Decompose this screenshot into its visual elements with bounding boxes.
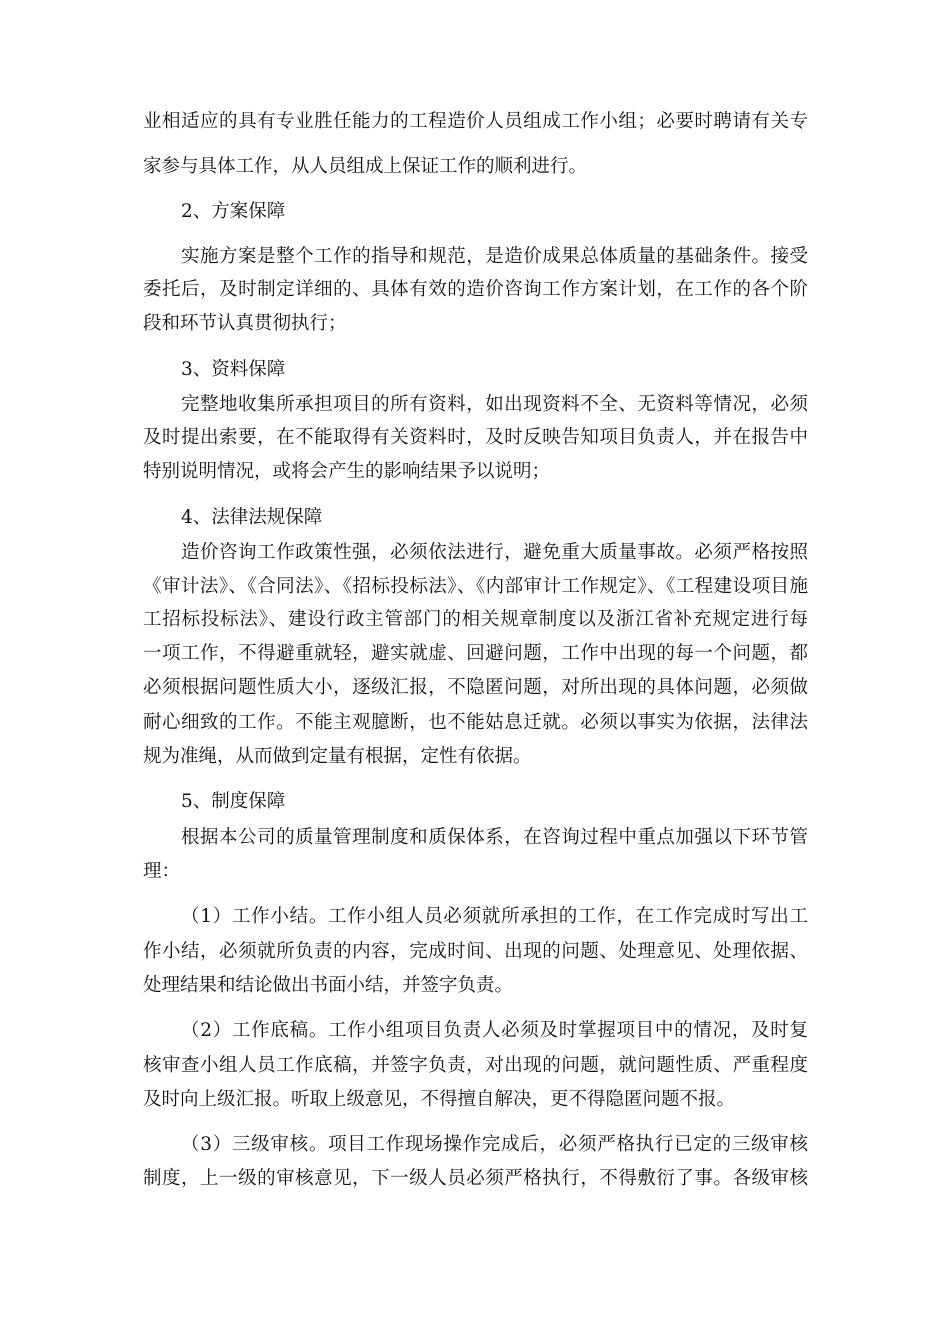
paragraph-line: 《审计法》、《合同法》、《招标投标法》、《内部审计工作规定》、《工程建设项目施: [143, 576, 808, 597]
paragraph-line: 根据本公司的质量管理制度和质保体系，在咨询过程中重点加强以下环节管: [181, 827, 808, 848]
paragraph-line: 一项工作，不得避重就轻，避实就虚、回避问题，工作中出现的每一个问题，都: [143, 643, 808, 664]
paragraph-line: 业相适应的具有专业胜任能力的工程造价人员组成工作小组；必要时聘请有关专: [143, 111, 808, 132]
paragraph-line: 规为准绳，从而做到定量有根据，定性有依据。: [143, 746, 532, 767]
paragraph-line: 特别说明情况，或将会产生的影响结果予以说明；: [143, 461, 551, 482]
paragraph-line: 理：: [143, 861, 181, 882]
paragraph-line: 及时向上级汇报。听取上级意见，不得擅自解决，更不得隐匿问题不报。: [143, 1089, 736, 1110]
paragraph-line: 家参与具体工作，从人员组成上保证工作的顺利进行。: [143, 156, 588, 177]
paragraph-line: 段和环节认真贯彻执行；: [143, 313, 347, 334]
section-heading: 4、法律法规保障: [181, 507, 323, 528]
paragraph-line: （3）三级审核。项目工作现场操作完成后，必须严格执行已定的三级审核: [181, 1134, 808, 1155]
paragraph-line: 制度，上一级的审核意见，下一级人员必须严格执行，不得敷衍了事。各级审核: [143, 1168, 808, 1189]
paragraph-line: 必须根据问题性质大小，逐级汇报，不隐匿问题，对所出现的具体问题，必须做: [143, 677, 808, 698]
paragraph-line: 工招标投标法》、建设行政主管部门的相关规章制度以及浙江省补充规定进行每: [143, 609, 808, 630]
paragraph-line: （2）工作底稿。工作小组项目负责人必须及时掌握项目中的情况，及时复: [181, 1020, 808, 1041]
section-heading: 3、资料保障: [181, 359, 286, 380]
paragraph-line: 完整地收集所承担项目的所有资料，如出现资料不全、无资料等情况，必须: [181, 394, 808, 415]
section-heading: 2、方案保障: [181, 201, 286, 222]
paragraph-line: 耐心细致的工作。不能主观臆断，也不能姑息迁就。必须以事实为依据，法律法: [143, 712, 808, 733]
paragraph-line: 造价咨询工作政策性强，必须依法进行，避免重大质量事故。必须严格按照: [181, 542, 808, 563]
paragraph-line: 实施方案是整个工作的指导和规范，是造价成果总体质量的基础条件。接受: [181, 246, 808, 267]
paragraph-line: 核审查小组人员工作底稿，并签字负责，对出现的问题，就问题性质、严重程度: [143, 1055, 808, 1076]
paragraph-line: 委托后，及时制定详细的、具体有效的造价咨询工作方案计划，在工作的各个阶: [143, 279, 808, 300]
paragraph-line: 处理结果和结论做出书面小结，并签字负责。: [143, 975, 514, 996]
paragraph-line: 及时提出索要，在不能取得有关资料时，及时反映告知项目负责人，并在报告中: [143, 427, 808, 448]
section-heading: 5、制度保障: [181, 791, 286, 812]
paragraph-line: 作小结，必须就所负责的内容，完成时间、出现的问题、处理意见、处理依据、: [143, 941, 808, 962]
paragraph-line: （1）工作小结。工作小组人员必须就所承担的工作，在工作完成时写出工: [181, 906, 808, 927]
